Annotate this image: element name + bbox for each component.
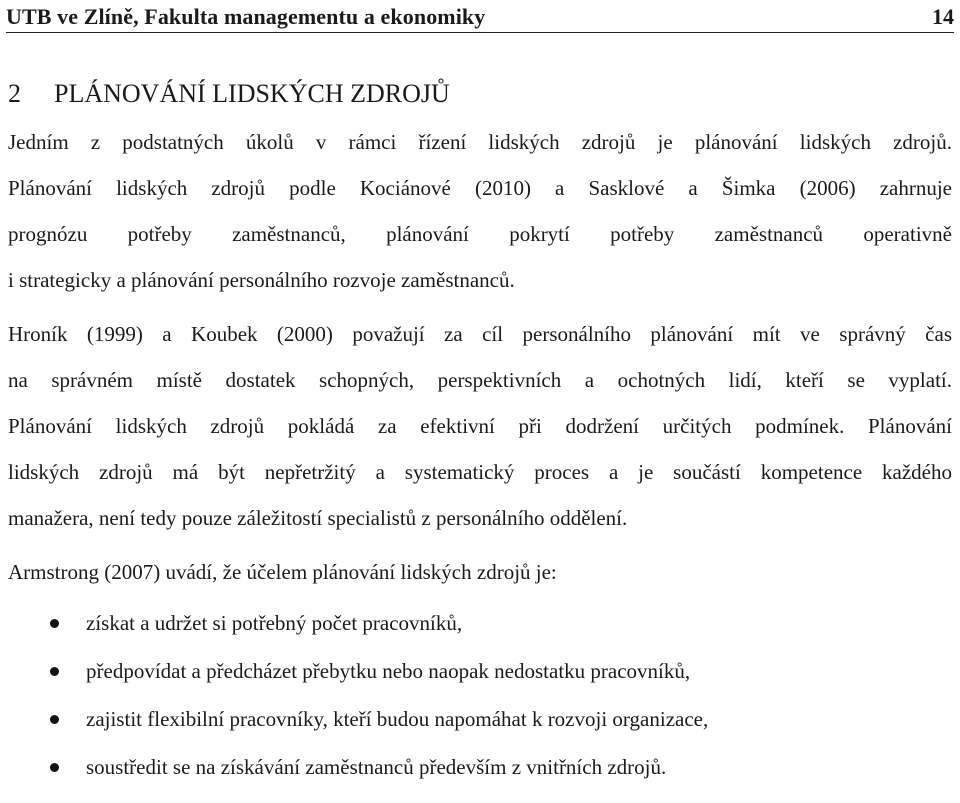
page-number: 14 xyxy=(932,4,954,29)
paragraph-line: Plánování lidských zdrojů podle Kociánové (2010) a Sasklové a Šimka (2006) zahrnuje xyxy=(8,176,952,200)
bullet-icon xyxy=(50,715,59,724)
bullet-icon xyxy=(50,763,59,772)
paragraph-line: Hroník (1999) a Koubek (2000) považují za cíl personálního plánování mít ve správný čas xyxy=(8,322,952,346)
list-item xyxy=(8,599,952,647)
bullet-list xyxy=(8,599,952,791)
paragraph-2 xyxy=(8,311,952,541)
paragraph-line: manažera, není tedy pouze záležitostí specialistů z personálního oddělení. xyxy=(8,506,628,530)
bullet-icon xyxy=(50,667,59,676)
running-header xyxy=(6,0,954,33)
list-item-text: zajistit flexibilní pracovníky, kteří budou napomáhat k rozvoji organizace, xyxy=(86,707,709,731)
paragraph-line: Armstrong (2007) uvádí, že účelem plánování lidských zdrojů je: xyxy=(8,560,557,584)
list-item-text: získat a udržet si potřebný počet pracovníků, xyxy=(86,611,463,635)
bullet-icon xyxy=(50,619,59,628)
list-item-text: soustředit se na získávání zaměstnanců především z vnitřních zdrojů. xyxy=(86,755,667,779)
chapter-heading xyxy=(8,79,952,109)
chapter-title: PLÁNOVÁNÍ LIDSKÝCH ZDROJŮ xyxy=(54,79,450,108)
list-item xyxy=(8,695,952,743)
paragraph-3 xyxy=(8,549,952,595)
list-item xyxy=(8,647,952,695)
list-item xyxy=(8,743,952,791)
paragraph-line: Plánování lidských zdrojů pokládá za efektivní při dodržení určitých podmínek. Plánování xyxy=(8,414,952,438)
paragraph-line: lidských zdrojů má být nepřetržitý a systematický proces a je součástí kompetence každého xyxy=(8,460,952,484)
paragraph-line: i strategicky a plánování personálního rozvoje zaměstnanců. xyxy=(8,268,515,292)
chapter-number: 2 xyxy=(8,79,21,108)
header-institution: UTB ve Zlíně, Fakulta managementu a ekonomiky xyxy=(6,4,486,29)
paragraph-1 xyxy=(8,119,952,303)
paragraph-line: Jedním z podstatných úkolů v rámci řízení lidských zdrojů je plánování lidských zdrojů. xyxy=(8,130,952,154)
paragraph-line: prognózu potřeby zaměstnanců, plánování pokrytí potřeby zaměstnanců operativně xyxy=(8,222,952,246)
list-item-text: předpovídat a předcházet přebytku nebo naopak nedostatku pracovníků, xyxy=(86,659,691,683)
paragraph-line: na správném místě dostatek schopných, perspektivních a ochotných lidí, kteří se vyplatí. xyxy=(8,368,952,392)
